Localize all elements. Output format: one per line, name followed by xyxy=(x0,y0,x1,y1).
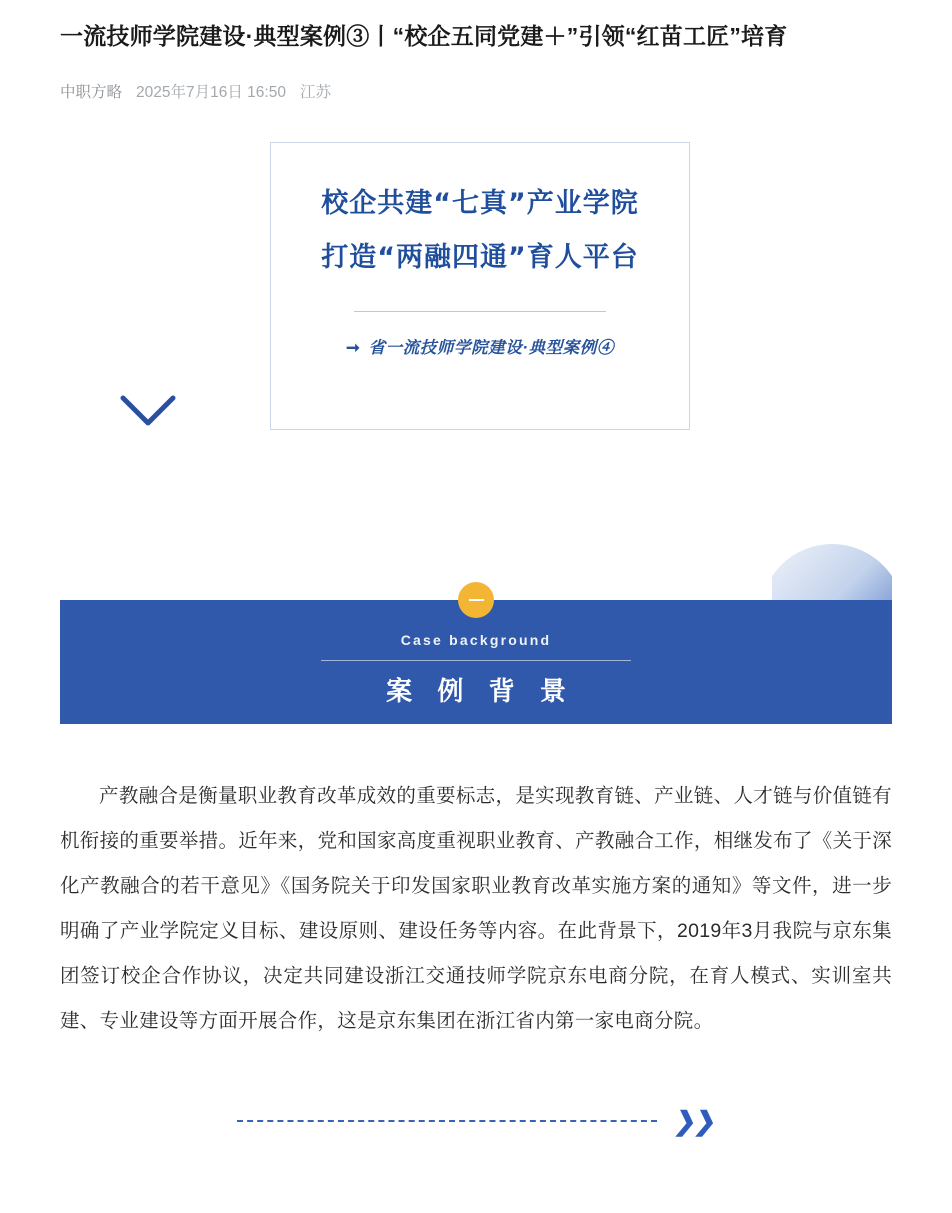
section-banner-title: 案 例 背 景 xyxy=(386,676,575,706)
cover-figure xyxy=(0,132,952,552)
article-meta xyxy=(60,80,892,102)
cover-card xyxy=(270,142,690,430)
minus-badge-icon xyxy=(458,582,494,618)
article-footer xyxy=(0,1086,952,1156)
arrow-icon: ➞ xyxy=(346,339,361,357)
section-banner-english: Case background xyxy=(400,632,552,648)
article-source[interactable]: 中职方略 xyxy=(60,84,123,101)
section-banner-wrap xyxy=(0,600,952,724)
dashed-divider xyxy=(237,1120,657,1122)
section-banner-divider xyxy=(321,660,631,661)
section-banner xyxy=(60,600,892,724)
cover-subtitle-row xyxy=(299,334,661,358)
cover-divider xyxy=(354,311,606,312)
cover-headline-line1: 校企共建“七真”产业学院 xyxy=(321,188,639,219)
page-title: 一流技师学院建设·典型案例③丨“校企五同党建＋”引领“红苗工匠”培育 xyxy=(60,23,788,49)
article-body xyxy=(0,724,952,1044)
cover-headline-line2: 打造“两融四通”育人平台 xyxy=(321,242,639,273)
cover-subtitle: 省一流技师学院建设·典型案例④ xyxy=(368,339,614,357)
article-timestamp: 2025年7月16日 16:50 xyxy=(136,84,286,101)
article-header xyxy=(0,0,952,102)
article-location: 江苏 xyxy=(299,84,331,101)
body-paragraph: 产教融合是衡量职业教育改革成效的重要标志，是实现教育链、产业链、人才链与价值链有机衔接的重要举措。近年来，党和国家高度重视职业教育、产教融合工作，相继发布了《关于深化产教融合的若干意见》《国务院关于印发国家职业教育改革实施方案的通知》等文件，进一步明确了产业学院定义目标、建设原则、建设任务等内容。在此背景下，2019年3月我院与京东集团签订校企合作协议，决定共同建设浙江交通技师学院京东电商分院，在育人模式、实训室共建、专业建设等方面开展合作，这是京东集团在浙江省内第一家电商分院。 xyxy=(60,785,892,1032)
quote-mark-icon: ❯❯ xyxy=(672,1106,718,1136)
chevron-down-icon xyxy=(120,394,176,428)
